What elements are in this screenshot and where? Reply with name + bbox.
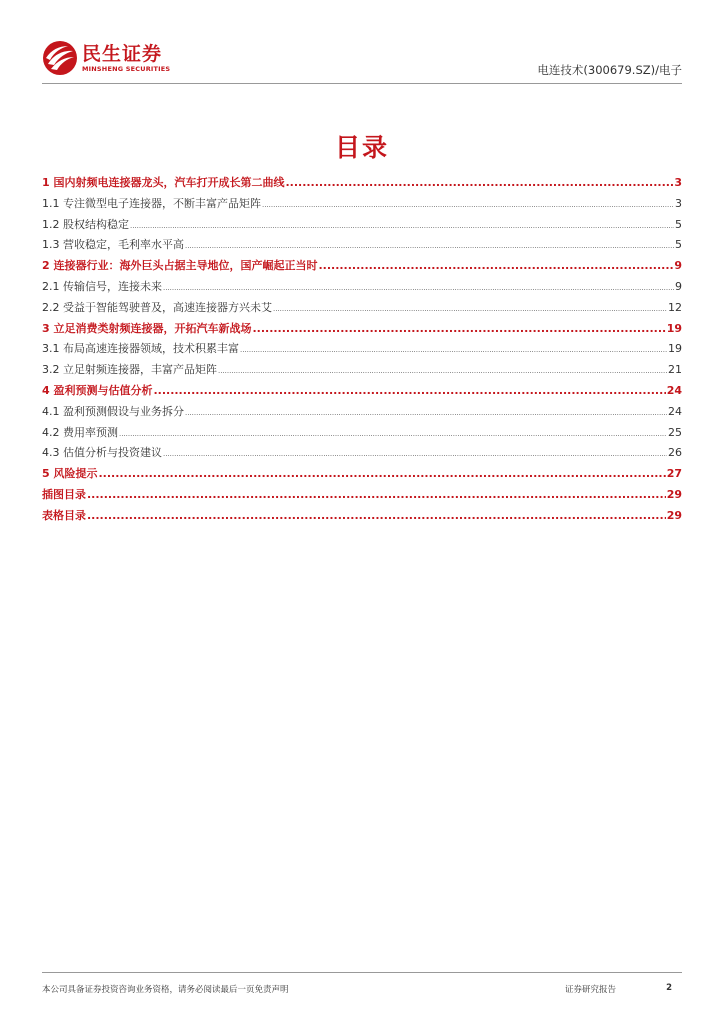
header-divider xyxy=(42,83,682,84)
toc-entry-page: 25 xyxy=(668,425,682,439)
toc-entry[interactable] xyxy=(42,195,682,216)
toc-entry-label: 表格目录 xyxy=(42,508,86,522)
toc-leader-dots xyxy=(163,450,667,458)
minsheng-logo-icon xyxy=(42,40,78,76)
toc-entry-page: 19 xyxy=(668,342,682,356)
page-title: 目录 xyxy=(334,133,389,162)
toc-leader-dots xyxy=(163,284,674,292)
toc-entry-label: 4.1 盈利预测假设与业务拆分 xyxy=(42,404,184,418)
toc-entry-label: 1.2 股权结构稳定 xyxy=(42,217,129,231)
toc-entry-page: 9 xyxy=(674,259,682,273)
toc-leader-dots xyxy=(240,346,667,354)
toc-entry-page: 24 xyxy=(666,383,682,397)
toc-entry[interactable] xyxy=(42,361,682,382)
brand-name-cn: 民生证券 xyxy=(82,42,163,65)
toc-entry[interactable] xyxy=(42,257,682,278)
toc-entry-page: 21 xyxy=(668,363,682,377)
toc-entry-label: 1.3 营收稳定，毛利率水平高 xyxy=(42,238,184,252)
toc-entry-page: 12 xyxy=(668,300,682,314)
toc-entry[interactable] xyxy=(42,444,682,465)
toc-leader-dots xyxy=(252,322,665,335)
toc-leader-dots xyxy=(318,259,673,272)
toc-entry[interactable] xyxy=(42,507,682,528)
toc-entry-page: 29 xyxy=(666,508,682,522)
toc-entry[interactable] xyxy=(42,299,682,320)
toc-leader-dots xyxy=(87,488,666,501)
toc-leader-dots xyxy=(185,409,667,417)
toc-entry[interactable] xyxy=(42,216,682,237)
toc-leader-dots xyxy=(185,242,674,250)
toc-entry-page: 27 xyxy=(666,467,682,481)
toc-entry[interactable] xyxy=(42,236,682,257)
toc-entry-page: 3 xyxy=(675,196,682,210)
toc-entry[interactable] xyxy=(42,174,682,195)
report-subject: 电连技术(300679.SZ)/电子 xyxy=(537,63,682,77)
toc-leader-dots xyxy=(262,201,674,209)
page-number: 2 xyxy=(666,983,672,993)
toc-entry-label: 1 国内射频电连接器龙头，汽车打开成长第二曲线 xyxy=(42,176,285,189)
toc-leader-dots xyxy=(98,467,665,480)
brand-logo xyxy=(42,40,170,76)
toc-leader-dots xyxy=(218,367,667,375)
toc-entry-label: 4 盈利预测与估值分析 xyxy=(42,383,153,397)
toc-entry[interactable] xyxy=(42,465,682,486)
footer-disclaimer: 本公司具备证券投资咨询业务资格，请务必阅读最后一页免责声明 xyxy=(42,985,289,995)
toc-entry[interactable] xyxy=(42,320,682,341)
toc-entry-label: 3.2 立足射频连接器，丰富产品矩阵 xyxy=(42,363,217,377)
toc-leader-dots xyxy=(130,222,674,230)
toc-leader-dots xyxy=(87,509,666,522)
toc-entry-label: 3 立足消费类射频连接器，开拓汽车新战场 xyxy=(42,321,252,335)
toc-entry-page: 5 xyxy=(675,238,682,252)
toc-entry-label: 1.1 专注微型电子连接器，不断丰富产品矩阵 xyxy=(42,196,261,210)
toc-leader-dots xyxy=(285,176,673,189)
toc-entry-page: 3 xyxy=(674,176,682,189)
toc-entry-label: 4.2 费用率预测 xyxy=(42,425,118,439)
toc-leader-dots xyxy=(273,305,667,313)
toc-entry-page: 19 xyxy=(666,321,682,335)
toc-entry-label: 5 风险提示 xyxy=(42,467,98,481)
toc-entry-label: 2 连接器行业：海外巨头占据主导地位，国产崛起正当时 xyxy=(42,259,318,273)
toc-leader-dots xyxy=(119,430,667,438)
toc-entry[interactable] xyxy=(42,486,682,507)
toc-entry-label: 4.3 估值分析与投资建议 xyxy=(42,446,162,460)
toc-entry[interactable] xyxy=(42,382,682,403)
toc-entry[interactable] xyxy=(42,424,682,445)
toc-entry[interactable] xyxy=(42,340,682,361)
toc-entry-label: 插图目录 xyxy=(42,487,86,501)
table-of-contents xyxy=(42,174,682,528)
toc-entry-page: 29 xyxy=(666,487,682,501)
brand-name-en: MINSHENG SECURITIES xyxy=(82,64,171,73)
toc-entry-label: 3.1 布局高速连接器领域，技术积累丰富 xyxy=(42,342,239,356)
toc-entry-page: 5 xyxy=(675,217,682,231)
toc-entry-page: 9 xyxy=(675,279,682,293)
toc-entry-page: 26 xyxy=(668,446,682,460)
toc-entry[interactable] xyxy=(42,278,682,299)
toc-entry-label: 2.1 传输信号，连接未来 xyxy=(42,279,162,293)
toc-leader-dots xyxy=(153,384,665,397)
toc-entry-page: 24 xyxy=(668,404,682,418)
page-header xyxy=(42,40,682,82)
footer-divider xyxy=(42,972,682,973)
footer-report-type: 证券研究报告 xyxy=(565,985,617,995)
toc-entry[interactable] xyxy=(42,403,682,424)
toc-entry-label: 2.2 受益于智能驾驶普及，高速连接器方兴未艾 xyxy=(42,300,272,314)
